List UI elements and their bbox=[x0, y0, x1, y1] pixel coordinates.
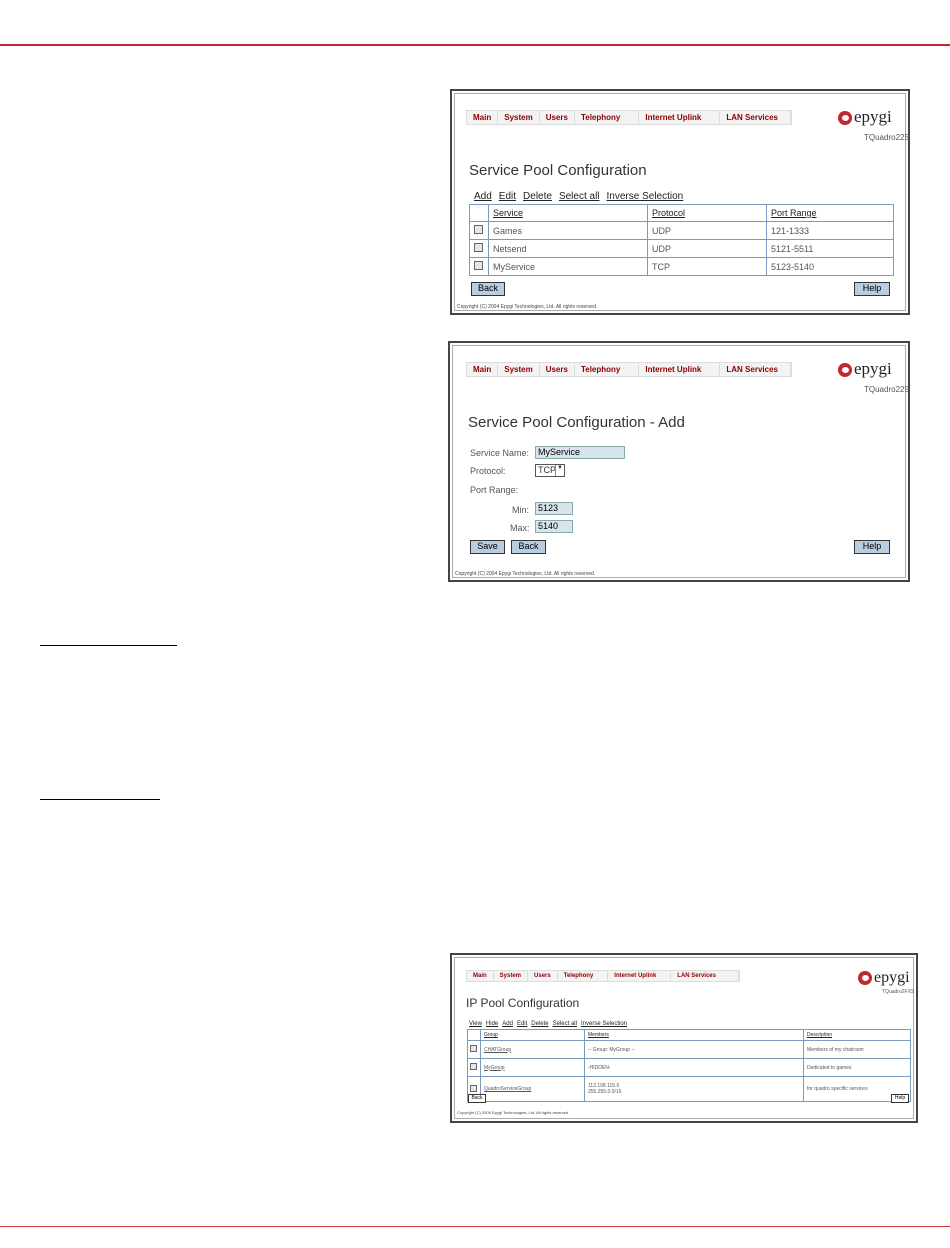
members-cell: 112.108.115.6 255.255.0.0/16 bbox=[585, 1077, 804, 1102]
chevron-down-icon: ▼ bbox=[555, 465, 564, 476]
protocol-cell: UDP bbox=[648, 240, 767, 258]
nav-lan-services[interactable]: LAN Services bbox=[720, 363, 791, 376]
protocol-cell: TCP bbox=[648, 258, 767, 276]
page-title: IP Pool Configuration bbox=[466, 996, 580, 1010]
row-checkbox[interactable] bbox=[470, 1085, 477, 1092]
nav-main[interactable]: Main bbox=[467, 111, 498, 124]
add-link[interactable]: Add bbox=[474, 191, 492, 202]
page-title: Service Pool Configuration bbox=[469, 162, 647, 179]
help-button[interactable]: Help bbox=[891, 1094, 909, 1103]
nav-lan-services[interactable]: LAN Services bbox=[720, 111, 791, 124]
delete-link[interactable]: Delete bbox=[523, 191, 552, 202]
nav-telephony[interactable]: Telephony bbox=[575, 111, 639, 124]
table-row bbox=[468, 1059, 911, 1077]
service-pool-screenshot bbox=[450, 89, 910, 315]
protocol-select[interactable]: TCP ▼ bbox=[535, 464, 565, 477]
service-table bbox=[469, 204, 894, 276]
nav-users[interactable]: Users bbox=[528, 971, 558, 981]
column-header-members[interactable]: Members bbox=[585, 1030, 804, 1041]
nav-users[interactable]: Users bbox=[540, 363, 575, 376]
column-header-service[interactable]: Service bbox=[489, 205, 648, 222]
footer-rule bbox=[0, 1226, 950, 1227]
description-cell: Dedicated to games bbox=[804, 1059, 911, 1077]
nav-bar bbox=[466, 362, 792, 377]
table-row bbox=[470, 222, 894, 240]
nav-internet-uplink[interactable]: Internet Uplink bbox=[639, 111, 720, 124]
table-row bbox=[470, 258, 894, 276]
select-all-link[interactable]: Select all bbox=[552, 1021, 577, 1027]
nav-lan-services[interactable]: LAN Services bbox=[671, 971, 739, 981]
ip-pool-screenshot bbox=[450, 953, 918, 1123]
nav-main[interactable]: Main bbox=[467, 971, 494, 981]
service-name-input[interactable]: MyService bbox=[535, 446, 625, 459]
copyright-text: Copyright (C) 2005 Epygi Technologies, Ltd. All rights reserved. bbox=[457, 1110, 570, 1115]
inverse-selection-link[interactable]: Inverse Selection bbox=[606, 191, 684, 202]
protocol-label: Protocol: bbox=[470, 466, 506, 476]
min-port-input[interactable]: 5123 bbox=[535, 502, 573, 515]
port-range-cell: 5123-5140 bbox=[767, 258, 894, 276]
table-row bbox=[470, 240, 894, 258]
column-header-port-range[interactable]: Port Range bbox=[767, 205, 894, 222]
row-checkbox[interactable] bbox=[474, 243, 483, 252]
select-all-link[interactable]: Select all bbox=[558, 191, 600, 202]
column-header-description[interactable]: Description bbox=[804, 1030, 911, 1041]
nav-internet-uplink[interactable]: Internet Uplink bbox=[639, 363, 720, 376]
nav-system[interactable]: System bbox=[498, 363, 539, 376]
hide-link[interactable]: Hide bbox=[485, 1021, 499, 1027]
group-link[interactable]: CHATGroup bbox=[481, 1041, 585, 1059]
view-link[interactable]: View bbox=[469, 1021, 482, 1027]
save-button[interactable]: Save bbox=[470, 540, 505, 554]
max-label: Max: bbox=[510, 523, 530, 533]
add-link[interactable]: Add bbox=[502, 1021, 513, 1027]
nav-users[interactable]: Users bbox=[540, 111, 575, 124]
help-button[interactable]: Help bbox=[854, 540, 890, 554]
protocol-cell: UDP bbox=[648, 222, 767, 240]
device-model: TQuadro2FXS bbox=[882, 989, 915, 995]
device-model: TQuadro225 bbox=[864, 133, 909, 142]
group-link[interactable]: QuadroServiceGroup bbox=[481, 1077, 585, 1102]
ip-pool-table bbox=[467, 1029, 911, 1102]
back-button[interactable]: Back bbox=[511, 540, 546, 554]
row-checkbox[interactable] bbox=[470, 1063, 477, 1070]
table-row bbox=[468, 1041, 911, 1059]
nav-internet-uplink[interactable]: Internet Uplink bbox=[608, 971, 671, 981]
port-range-label: Port Range: bbox=[470, 485, 519, 495]
toolbar bbox=[469, 1021, 634, 1027]
epygi-logo: epygi bbox=[858, 969, 910, 987]
inverse-selection-link[interactable]: Inverse Selection bbox=[580, 1021, 628, 1027]
table-row bbox=[468, 1077, 911, 1102]
min-label: Min: bbox=[512, 505, 530, 515]
members-cell: -HIDDEN- bbox=[585, 1059, 804, 1077]
edit-link[interactable]: Edit bbox=[516, 1021, 528, 1027]
section-heading-underline-2 bbox=[40, 799, 160, 800]
copyright-text: Copyright (C) 2004 Epygi Technologies, Ltd. All rights reserved. bbox=[455, 571, 596, 577]
epygi-logo: epygi bbox=[838, 359, 892, 379]
back-button[interactable]: Back bbox=[471, 282, 505, 296]
service-name-label: Service Name: bbox=[470, 448, 530, 458]
port-range-cell: 5121-5511 bbox=[767, 240, 894, 258]
nav-telephony[interactable]: Telephony bbox=[558, 971, 609, 981]
service-pool-add-screenshot bbox=[448, 341, 910, 582]
max-port-input[interactable]: 5140 bbox=[535, 520, 573, 533]
help-button[interactable]: Help bbox=[854, 282, 890, 296]
nav-main[interactable]: Main bbox=[467, 363, 498, 376]
row-checkbox[interactable] bbox=[474, 261, 483, 270]
column-header-group[interactable]: Group bbox=[481, 1030, 585, 1041]
device-model: TQuadro225 bbox=[864, 385, 909, 394]
nav-bar bbox=[466, 970, 740, 982]
edit-link[interactable]: Edit bbox=[498, 191, 517, 202]
toolbar bbox=[474, 191, 690, 202]
nav-system[interactable]: System bbox=[494, 971, 528, 981]
epygi-logo: epygi bbox=[838, 107, 892, 127]
members-cell: -- Group: MyGroup -- bbox=[585, 1041, 804, 1059]
service-cell: MyService bbox=[489, 258, 648, 276]
header-rule bbox=[0, 44, 950, 46]
service-cell: Netsend bbox=[489, 240, 648, 258]
description-cell: for quadro specific services bbox=[804, 1077, 911, 1102]
column-header-protocol[interactable]: Protocol bbox=[648, 205, 767, 222]
page-title: Service Pool Configuration - Add bbox=[468, 414, 685, 431]
row-checkbox[interactable] bbox=[470, 1045, 477, 1052]
section-heading-underline-1 bbox=[40, 645, 177, 646]
service-cell: Games bbox=[489, 222, 648, 240]
port-range-cell: 121-1333 bbox=[767, 222, 894, 240]
row-checkbox[interactable] bbox=[474, 225, 483, 234]
nav-bar bbox=[466, 110, 792, 125]
group-link[interactable]: MyGroup bbox=[481, 1059, 585, 1077]
nav-telephony[interactable]: Telephony bbox=[575, 363, 639, 376]
nav-system[interactable]: System bbox=[498, 111, 539, 124]
copyright-text: Copyright (C) 2004 Epygi Technologies, Ltd. All rights reserved. bbox=[457, 304, 598, 310]
delete-link[interactable]: Delete bbox=[531, 1021, 549, 1027]
back-button[interactable]: Back bbox=[468, 1094, 486, 1103]
description-cell: Members of my chatroom bbox=[804, 1041, 911, 1059]
